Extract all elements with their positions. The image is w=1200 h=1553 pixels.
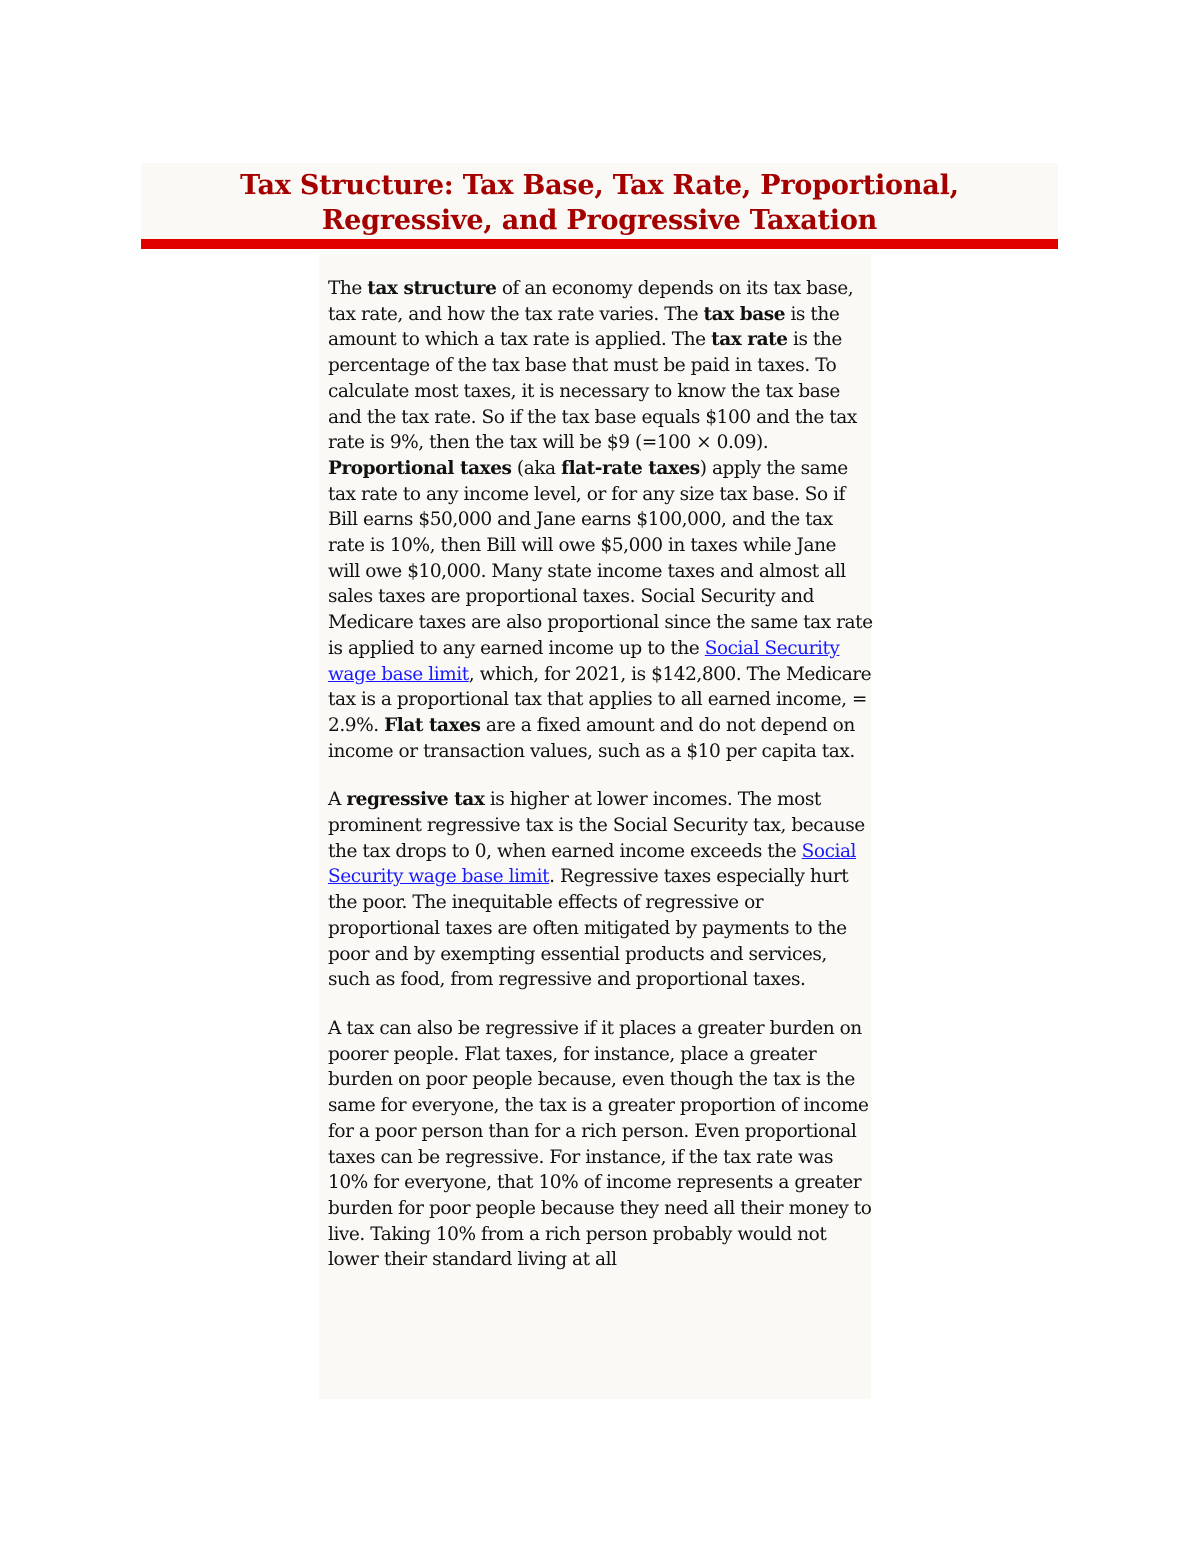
social-security-wage-base-link[interactable]: Social Security wage base limit (328, 840, 857, 888)
bold-term: tax rate (711, 329, 788, 351)
text-run: , which, for 2021, is $142,800. The Medicare tax is a proportional tax that applies to all earned income, = 2.9%. (328, 663, 872, 736)
text-run: is the percentage of the tax base that must be paid in taxes. To calculate most taxes, it is necessary to know the tax base and the tax rate. So if the tax base equals $100 and the tax rate is 9%, then the tax will be $9 (=100 × 0.09). (328, 329, 857, 454)
bold-term: Proportional taxes (328, 457, 512, 479)
page-title-line-2: Regressive, and Progressive Taxation (321, 205, 878, 236)
text-run: A tax can also be regressive if it places a greater burden on poorer people. Flat taxes, for instance, place a greater burden on poor people because, even though the tax is the same for everyone, the tax is a greater proportion of income for a poor person than for a rich person. Even proportional taxes can be regressive. For instance, if the tax rate was 10% for everyone, that 10% of income represents a greater burden for poor people because they need all their money to live. Taking 10% from a rich person probably would not lower their standard living at all (328, 1017, 872, 1271)
title-underline-rule (141, 239, 1058, 249)
paragraph-2 (328, 787, 873, 993)
title-band (141, 163, 1058, 239)
text-run: is the amount to which a tax rate is applied. The (328, 303, 840, 351)
text-run: A (328, 789, 347, 811)
text-run: is higher at lower incomes. The most prominent regressive tax is the Social Security tax, because the tax drops to 0, when earned income exceeds the (328, 789, 865, 862)
social-security-wage-base-link[interactable]: Social Security wage base limit (328, 637, 840, 685)
paragraph-1 (328, 276, 873, 764)
text-run: (aka (511, 457, 562, 479)
text-run: ) apply the same tax rate to any income level, or for any size tax base. So if Bill earns $50,000 and Jane earns $100,000, and the tax rate is 10%, then Bill will owe $5,000 in taxes while Jane will owe $10,000. Many state income taxes and almost all sales taxes are proportional taxes. Social Security and Medicare taxes are also proportional since the same tax rate is applied to any earned income up to the (328, 457, 873, 659)
text-run: . Regressive taxes especially hurt the poor. The inequitable effects of regressive or proportional taxes are often mitigated by payments to the poor and by exempting essential products and services, such as food, from regressive and proportional taxes. (328, 866, 849, 991)
text-run: are a fixed amount and do not depend on income or transaction values, such as a $10 per capita tax. (328, 714, 855, 762)
page-title (141, 163, 1058, 238)
bold-term: regressive tax (346, 789, 485, 811)
text-run: The (328, 278, 368, 299)
text-run: of an economy depends on its tax base, tax rate, and how the tax rate varies. The (328, 278, 854, 325)
bold-term: tax structure (367, 278, 497, 299)
bold-term: tax base (703, 303, 786, 325)
article-body (328, 276, 873, 1296)
paragraph-3 (328, 1016, 873, 1273)
bold-term: Flat taxes (384, 714, 481, 736)
bold-term: flat-rate taxes (561, 457, 700, 479)
page-title-line-1: Tax Structure: Tax Base, Tax Rate, Proportional, (240, 170, 959, 201)
